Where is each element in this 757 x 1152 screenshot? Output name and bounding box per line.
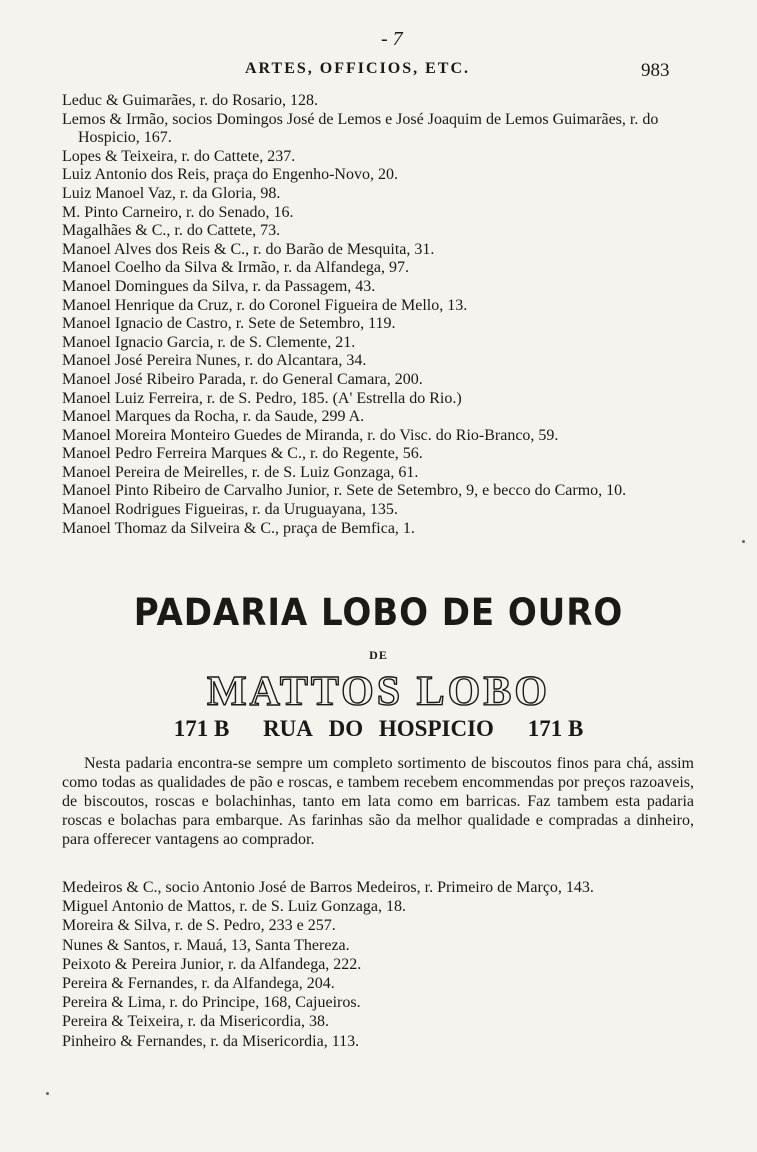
directory-entry: Manoel José Ribeiro Parada, r. do General Camara, 200. [62,370,423,388]
advert-address-street-1: RUA [263,716,313,741]
directory-list-before-advert [62,92,702,538]
advert-body-text: Nesta padaria encontra-se sempre um completo sortimento de biscoutos finos para chá, assim como todas as qualidades de pão e roscas, e tambem recebem encommendas por preços razoaveis, de biscoutos, roscas e bolachinhas, tanto em lata como em barricas. Faz tambem esta padaria roscas e bolachas para embarque. As farinhas são da melhor qualidade e compradas a dinheiro, para offerecer vantagens ao comprador. [62,755,694,848]
directory-entry: Manoel Thomaz da Silveira & C., praça de Bemfica, 1. [62,519,415,537]
directory-entry: Moreira & Silva, r. de S. Pedro, 233 e 257. [62,917,336,935]
directory-list-after-advert [62,878,702,1051]
directory-entry: Miguel Antonio de Mattos, r. de S. Luiz Gonzaga, 18. [62,898,406,916]
directory-entry: Lemos & Irmão, socios Domingos José de Lemos e José Joaquim de Lemos Guimarães, r. do Hospicio, 167. [62,110,659,147]
directory-entry: Magalhães & C., r. do Cattete, 73. [62,222,281,240]
directory-entry: Manoel Rodrigues Figueiras, r. da Uruguayana, 135. [62,501,398,519]
advert-address-street-2: DO [328,716,364,741]
directory-entry: Lopes & Teixeira, r. do Cattete, 237. [62,147,296,165]
directory-entry: Nunes & Santos, r. Mauá, 13, Santa Thereza. [62,936,350,954]
directory-entry: Manoel Pinto Ribeiro de Carvalho Junior, r. Sete de Setembro, 9, e becco do Carmo, 10. [62,482,627,500]
advert-address [0,716,757,742]
directory-entry: Manoel Coelho da Silva & Irmão, r. da Alfandega, 97. [62,259,410,277]
directory-entry: Pereira & Lima, r. do Principe, 168, Cajueiros. [62,994,361,1012]
directory-entry: M. Pinto Carneiro, r. do Senado, 16. [62,203,294,221]
directory-entry: Pereira & Fernandes, r. da Alfandega, 204. [62,975,335,993]
advert-address-street-3: HOSPICIO [378,716,494,741]
advert-de: DE [369,648,388,662]
directory-entry: Manoel Luiz Ferreira, r. de S. Pedro, 185. (A' Estrella do Rio.) [62,389,462,407]
directory-entry: Peixoto & Pereira Junior, r. da Alfandega, 222. [62,955,362,973]
directory-entry: Luiz Antonio dos Reis, praça do Engenho-Novo, 20. [62,166,398,184]
directory-entry: Manoel Henrique da Cruz, r. do Coronel Figueira de Mello, 13. [62,296,468,314]
margin-speck [742,540,745,543]
directory-entry: Manoel Alves dos Reis & C., r. do Barão de Mesquita, 31. [62,240,435,258]
directory-entry: Pereira & Teixeira, r. da Misericordia, 38. [62,1013,329,1031]
directory-entry: Manoel Marques da Rocha, r. da Saude, 299 A. [62,408,365,426]
directory-entry: Manoel José Pereira Nunes, r. do Alcantara, 34. [62,352,367,370]
page-number: 983 [641,60,670,81]
directory-entry: Manoel Domingues da Silva, r. da Passagem, 43. [62,277,376,295]
directory-entry: Manoel Moreira Monteiro Guedes de Miranda, r. do Visc. do Rio-Branco, 59. [62,426,559,444]
advert-address-number-left: 171 B [173,716,230,741]
directory-entry: Manoel Pedro Ferreira Marques & C., r. do Regente, 56. [62,445,423,463]
directory-entry: Manoel Pereira de Meirelles, r. de S. Luiz Gonzaga, 61. [62,463,419,481]
advert-title: PADARIA LOBO DE OURO [133,591,624,634]
directory-entry: Manoel Ignacio Garcia, r. de S. Clemente, 21. [62,333,356,351]
advert-owner-name: MATTOS LOBO [206,669,551,715]
directory-entry: Leduc & Guimarães, r. do Rosario, 128. [62,92,318,109]
directory-entry: Medeiros & C., socio Antonio José de Barros Medeiros, r. Primeiro de Março, 143. [62,879,594,896]
directory-entry: Pinheiro & Fernandes, r. da Misericordia, 113. [62,1032,360,1050]
folio-mark: - 7 [381,28,403,50]
margin-speck [46,1092,49,1095]
running-head: ARTES, OFFICIOS, ETC. [245,60,471,77]
directory-entry: Manoel Ignacio de Castro, r. Sete de Setembro, 119. [62,315,396,333]
advert-address-number-right: 171 B [527,716,584,741]
directory-entry: Luiz Manoel Vaz, r. da Gloria, 98. [62,184,281,202]
